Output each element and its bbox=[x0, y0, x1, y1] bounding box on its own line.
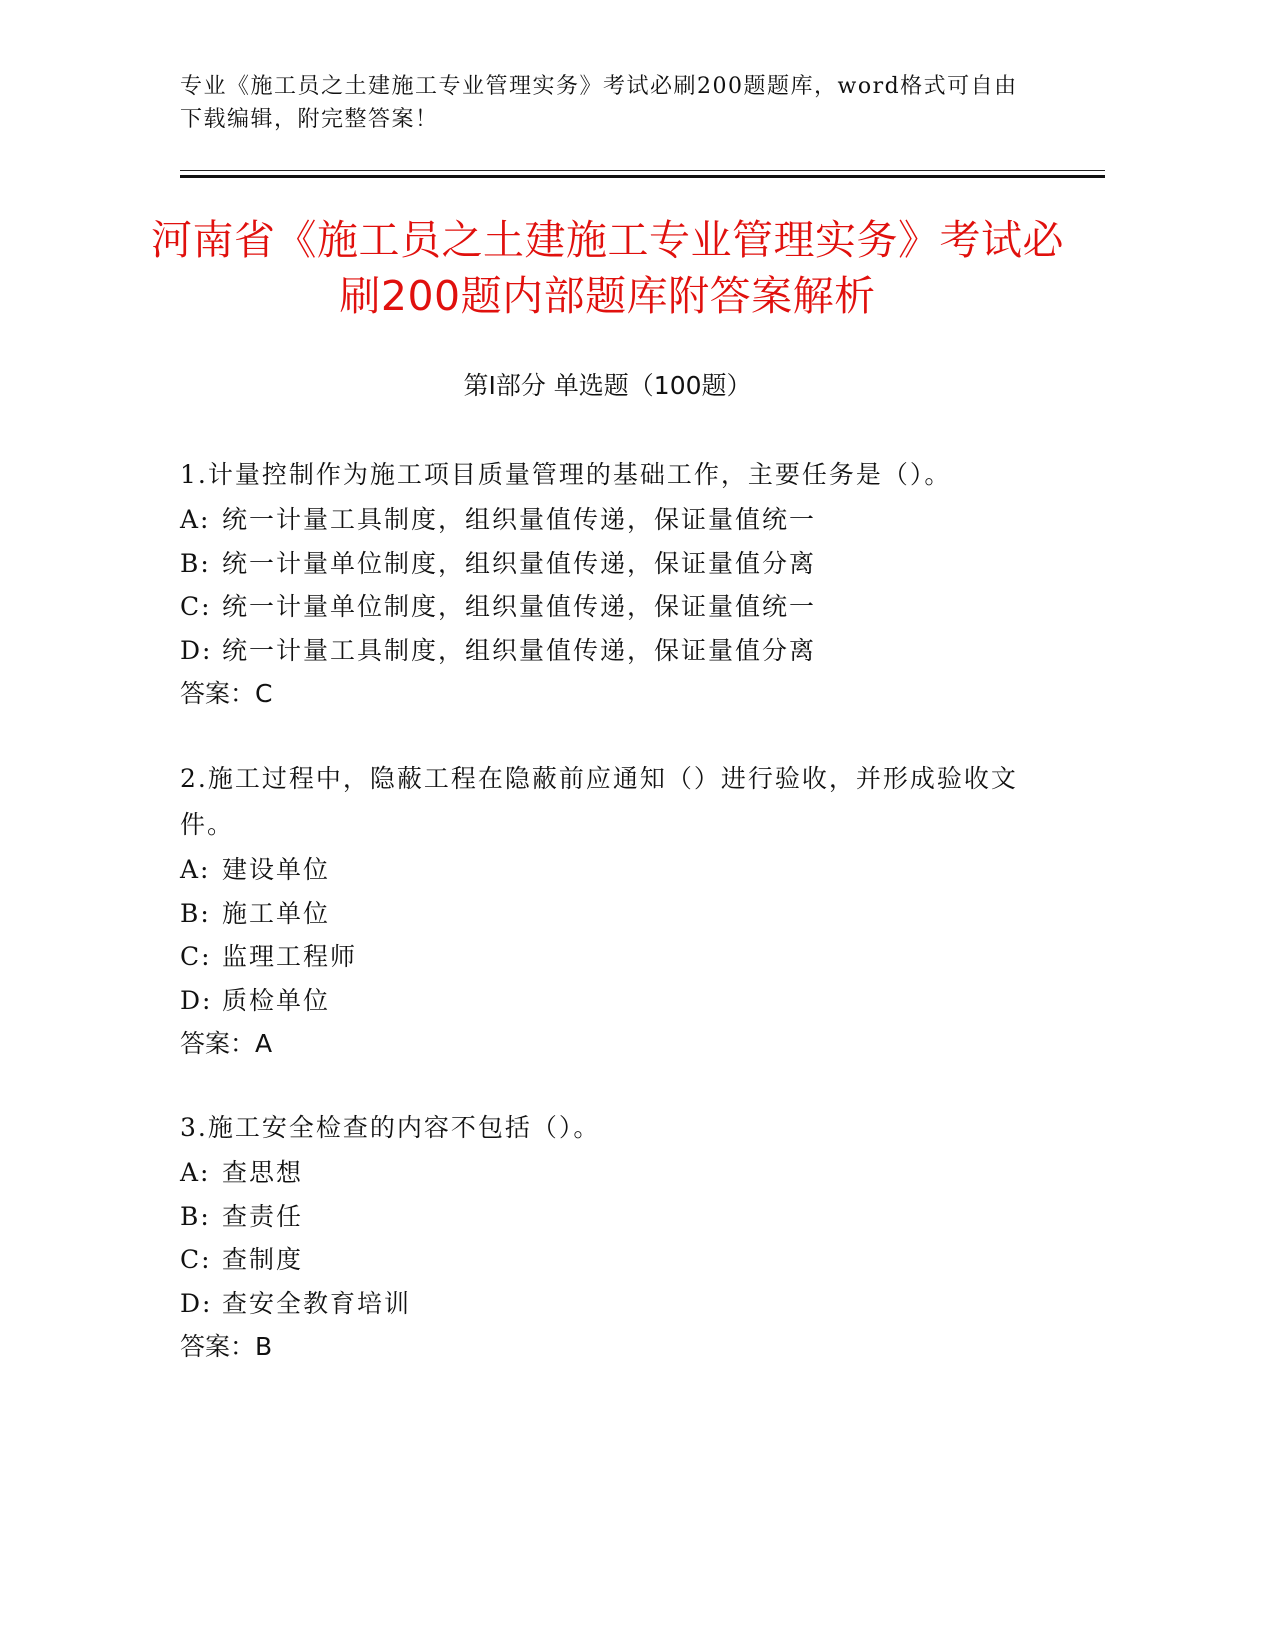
answer-line: 答案：A bbox=[180, 1029, 273, 1058]
option-letter: B: bbox=[180, 1201, 211, 1231]
option-d bbox=[180, 979, 1020, 1023]
question-stem: 2.施工过程中，隐蔽工程在隐蔽前应通知（）进行验收，并形成验收文件。 bbox=[180, 764, 1018, 839]
option-letter: D: bbox=[180, 635, 213, 665]
option-d bbox=[180, 1282, 1060, 1326]
header-note: 专业《施工员之土建施工专业管理实务》考试必刷200题题库，word格式可自由下载编辑，附完整答案！ bbox=[180, 74, 1018, 132]
option-d bbox=[180, 629, 1060, 673]
option-letter: D: bbox=[180, 1288, 213, 1318]
question-stem: 3.施工安全检查的内容不包括（）。 bbox=[180, 1113, 601, 1142]
option-a bbox=[180, 498, 1060, 542]
option-c bbox=[180, 585, 1060, 629]
option-letter: A: bbox=[180, 505, 211, 534]
option-b bbox=[180, 1195, 1060, 1239]
option-text: 监理工程师 bbox=[222, 942, 358, 971]
option-letter: A: bbox=[180, 855, 211, 884]
header-divider-thin bbox=[180, 170, 1105, 171]
option-text: 统一计量单位制度，组织量值传递，保证量值统一 bbox=[222, 592, 817, 621]
question-1 bbox=[180, 452, 1060, 716]
option-letter: D: bbox=[180, 985, 213, 1015]
option-text: 查思想 bbox=[222, 1158, 304, 1187]
answer-line: 答案：C bbox=[180, 679, 273, 708]
option-c bbox=[180, 1238, 1060, 1282]
option-b bbox=[180, 892, 1020, 936]
option-b bbox=[180, 542, 1060, 586]
option-text: 查责任 bbox=[222, 1201, 304, 1231]
option-a bbox=[180, 1151, 1060, 1195]
option-text: 统一计量工具制度，组织量值传递，保证量值统一 bbox=[222, 505, 817, 534]
header-divider-thick bbox=[180, 175, 1105, 178]
answer-line: 答案：B bbox=[180, 1332, 273, 1361]
option-text: 统一计量单位制度，组织量值传递，保证量值分离 bbox=[222, 548, 817, 578]
option-text: 建设单位 bbox=[222, 855, 331, 884]
option-letter: C: bbox=[180, 1245, 212, 1274]
document-title: 河南省《施工员之土建施工专业管理实务》考试必刷200题内部题库附答案解析 bbox=[151, 216, 1064, 320]
question-stem: 1.计量控制作为施工项目质量管理的基础工作，主要任务是（）。 bbox=[180, 460, 952, 489]
option-text: 质检单位 bbox=[222, 985, 331, 1015]
question-3 bbox=[180, 1105, 1060, 1369]
option-c bbox=[180, 935, 1020, 979]
section-heading: 第Ⅰ部分 单选题（100题） bbox=[463, 371, 752, 400]
option-letter: C: bbox=[180, 942, 212, 971]
option-text: 查制度 bbox=[222, 1245, 304, 1274]
option-text: 施工单位 bbox=[222, 898, 331, 928]
option-a bbox=[180, 848, 1020, 892]
question-2 bbox=[180, 756, 1020, 1066]
option-letter: C: bbox=[180, 592, 212, 621]
option-text: 查安全教育培训 bbox=[222, 1288, 412, 1318]
option-letter: B: bbox=[180, 548, 211, 578]
option-text: 统一计量工具制度，组织量值传递，保证量值分离 bbox=[222, 635, 817, 665]
option-letter: B: bbox=[180, 898, 211, 928]
option-letter: A: bbox=[180, 1158, 211, 1187]
